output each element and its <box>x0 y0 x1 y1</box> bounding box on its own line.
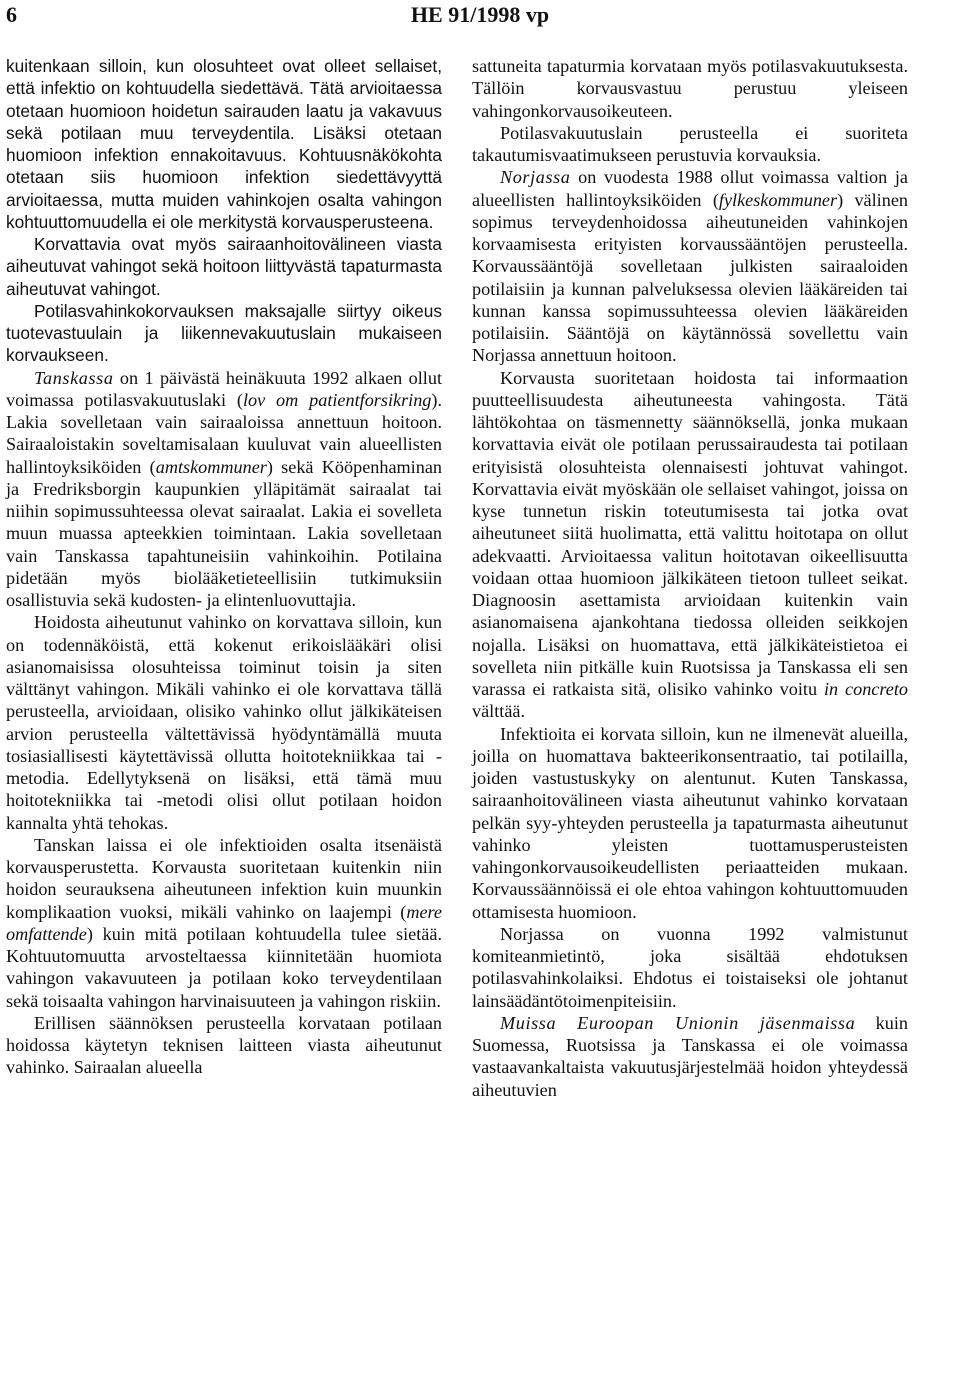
paragraph: Erillisen säännöksen perusteella korvataan potilaan hoidossa käytetyn teknisen laitteen viasta aiheutunut vahinko. Sairaalan alueella <box>6 1012 442 1078</box>
paragraph: Hoidosta aiheutunut vahinko on korvattava silloin, kun on todennäköistä, että kokenut erikoislääkäri olisi asianomaisissa olosuhteissa toiminut toisin ja siten välttänyt vahingon. Mikäli vahinko ei ole korvattava tällä perusteella, arvioidaan, olisiko vahinko ollut jälkikäteisen arvion perusteella vältettävissä hyödyntämällä muuta tosiasiallisesti käytettävissä ollutta hoitotekniikkaa tai -metodia. Edellytyksenä on lisäksi, että tämä muu hoitotekniikka tai -metodi olisi ollut potilaan hoidon kannalta yhtä tehokas. <box>6 612 442 833</box>
paragraph: Potilasvahinkokorvauksen maksajalle siirtyy oikeus tuotevastuulain ja liikennevakuutuslain mukaiseen korvaukseen. <box>6 300 442 366</box>
paragraph <box>472 367 908 723</box>
paragraph-text: välttää. <box>472 701 526 722</box>
paragraph-text: kuin Suomessa, Ruotsissa ja Tanskassa ei ole voimassa vastaavankaltaista vakuutusjärjestelmää hoidon yhteydessä aiheutuvien <box>472 1012 908 1100</box>
country-keyword: Norjassa <box>500 167 571 188</box>
page-number: 6 <box>6 2 17 27</box>
paragraph-text: ). Lakia sovelletaan vain sairaaloissa annettuun hoitoon. Sairaaloistakin soveltamisalaan kuuluvat vain alueellisten hallintoyksiköiden ( <box>6 389 442 477</box>
paragraph-text: Tanskan laissa ei ole infektioiden osalta itsenäistä korvausperustetta. Korvausta suoritetaan kuitenkin niin hoidon seurauksena aiheutuneen infektion kuin muunkin komplikaation vuoksi, mikäli vahinko on laajempi ( <box>6 834 442 922</box>
country-keyword: Tanskassa <box>34 367 114 388</box>
paragraph: Norjassa on vuonna 1992 valmistunut komiteanmietintö, joka sisältää ehdotuksen potilasvahinkolaiksi. Ehdotus ei toistaiseksi ole johtanut lainsäädäntötoimenpiteisiin. <box>472 923 908 1011</box>
left-column <box>6 55 442 1079</box>
document-id: HE 91/1998 vp <box>410 2 550 27</box>
paragraph: sattuneita tapaturmia korvataan myös potilasvakuutuksesta. Tällöin korvausvastuu perustuu yleiseen vahingonkorvausoikeuteen. <box>472 56 908 121</box>
paragraph: Potilasvakuutuslain perusteella ei suoriteta takautumisvaatimukseen perustuvia korvauksia. <box>472 122 908 165</box>
paragraph-text: on 1 päivästä heinäkuuta 1992 alkaen ollut voimassa potilasvakuutuslaki ( <box>6 367 442 410</box>
term: in concreto <box>823 679 909 699</box>
paragraph-text: ) sekä Kööpenhaminan ja Fredriksborgin kaupunkien ylläpitämät sairaalat tai niihin sopimussuhteessa olevat sairaalat. Lakia ei sovelleta muun muassa apteekkien toimintaan. Lakia sovelletaan vain Tanskassa tapahtuneisiin vahinkoihin. Potilaina pidetään myös biolääketieteellisiin tutkimuksiin osallistuvia sekä kudosten- ja elintenluovuttajia. <box>6 456 442 610</box>
paragraph-text: on vuodesta 1988 ollut voimassa valtion ja alueellisten hallintoyksiköiden ( <box>472 167 908 210</box>
page-header <box>0 0 960 40</box>
region-keyword: Muissa Euroopan Unionin jäsenmaissa <box>500 1012 856 1033</box>
paragraph: Korvattavia ovat myös sairaanhoitovälineen viasta aiheutuvat vahingot sekä hoitoon liittyvästä tapaturmasta aiheutuvat vahingot. <box>6 234 442 299</box>
paragraph: kuitenkaan silloin, kun olosuhteet ovat olleet sellaiset, että infektio on kohtuudella siedettävä. Tätä arvioitaessa otetaan huomioon hoidetun sairauden laatu ja vakavuus sekä potilaan muu terveydentila. Lisäksi otetaan huomioon infektion ennakoitavuus. Kohtuusnäkökohta otetaan siis huomioon infektion siedettävyyttä arvioitaessa, mutta muiden vahinkojen osalta vahingon kohtuuttomuudella ei ole merkitystä korvausperusteena. <box>6 56 442 232</box>
paragraph <box>472 1012 908 1101</box>
paragraph: Infektioita ei korvata silloin, kun ne ilmenevät alueilla, joilla on huomattava bakteerikonsentraatio, tai potilailla, joiden vastustuskyky on alentunut. Kuten Tanskassa, sairaanhoitovälineen viasta aiheutunut vahinko korvataan pelkän syy-yhteyden perusteella ja tapaturmasta aiheutunut vahinko yleisten tuottamusperusteisten vahingonkorvausoikeudellisten periaatteiden mukaan. Korvaussäännöissä ei ole ehtoa vahingon kohtuuttomuuden ottamisesta huomioon. <box>472 723 908 922</box>
paragraph-text: ) välinen sopimus terveydenhoidossa aiheutuneiden vahinkojen korvaamisesta erityisten korvaussääntöjen perusteella. Korvaussääntöjä sovelletaan julkisten sairaaloiden potilaisiin ja kunnan palveluksessa olevien lääkäreiden tai kunnan kanssa sopimussuhteessa olevien lääkäreiden potilaisiin. Sääntöjä on käytännössä sovellettu vain Norjassa annettuun hoitoon. <box>472 189 909 366</box>
paragraph <box>6 367 442 612</box>
term: fylkeskommuner <box>718 189 838 210</box>
paragraph <box>472 166 908 366</box>
law-name: lov om patientforsikring <box>242 389 432 410</box>
paragraph-text: Korvausta suoritetaan hoidosta tai informaation puutteellisuudesta aiheutuneesta vahingosta. Tätä lähtökohtaa on täsmennetty säännöksellä, jonka mukaan korvattavia eivät ole potilaan perussairaudesta tai potilaan erityisistä olosuhteista olennaisesti johtuvat vahingot. Korvattavia eivät myöskään ole sellaiset vahingot, joissa on kyse tunnetun riskin toteutumisesta tai jotka ovat aiheutuneet siitä huolimatta, että valittu hoitotapa on ollut adekvaatti. Arvioitaessa valitun hoitotavan oikeellisuutta voidaan ottaa huomioon jälkikäteen tietoon tulleet seikat. Diagnoosin asettamista arvioidaan kuitenkin vain asianomaisena ajankohtana tiedossa olleiden seikkojen nojalla. Lisäksi on huomattava, että jälkikäteistietoa ei sovelleta niin pitkälle kuin Ruotsissa ja Tanskassa eli sen varassa ei ratkaista sitä, olisiko vahinko voitu <box>472 367 908 699</box>
paragraph-text: ) kuin mitä potilaan kohtuudella tulee sietää. Kohtuutomuutta arvosteltaessa kiinnitetään huomiota vahingon vakavuuteen ja potilaan koko terveydentilaan sekä toisaalta vahingon harvinaisuuteen ja vahingon riskiin. <box>6 923 442 1011</box>
term: amtskommuner <box>155 456 267 477</box>
paragraph <box>6 834 442 1012</box>
term: mere omfattende <box>6 901 442 944</box>
right-column <box>472 55 908 1101</box>
